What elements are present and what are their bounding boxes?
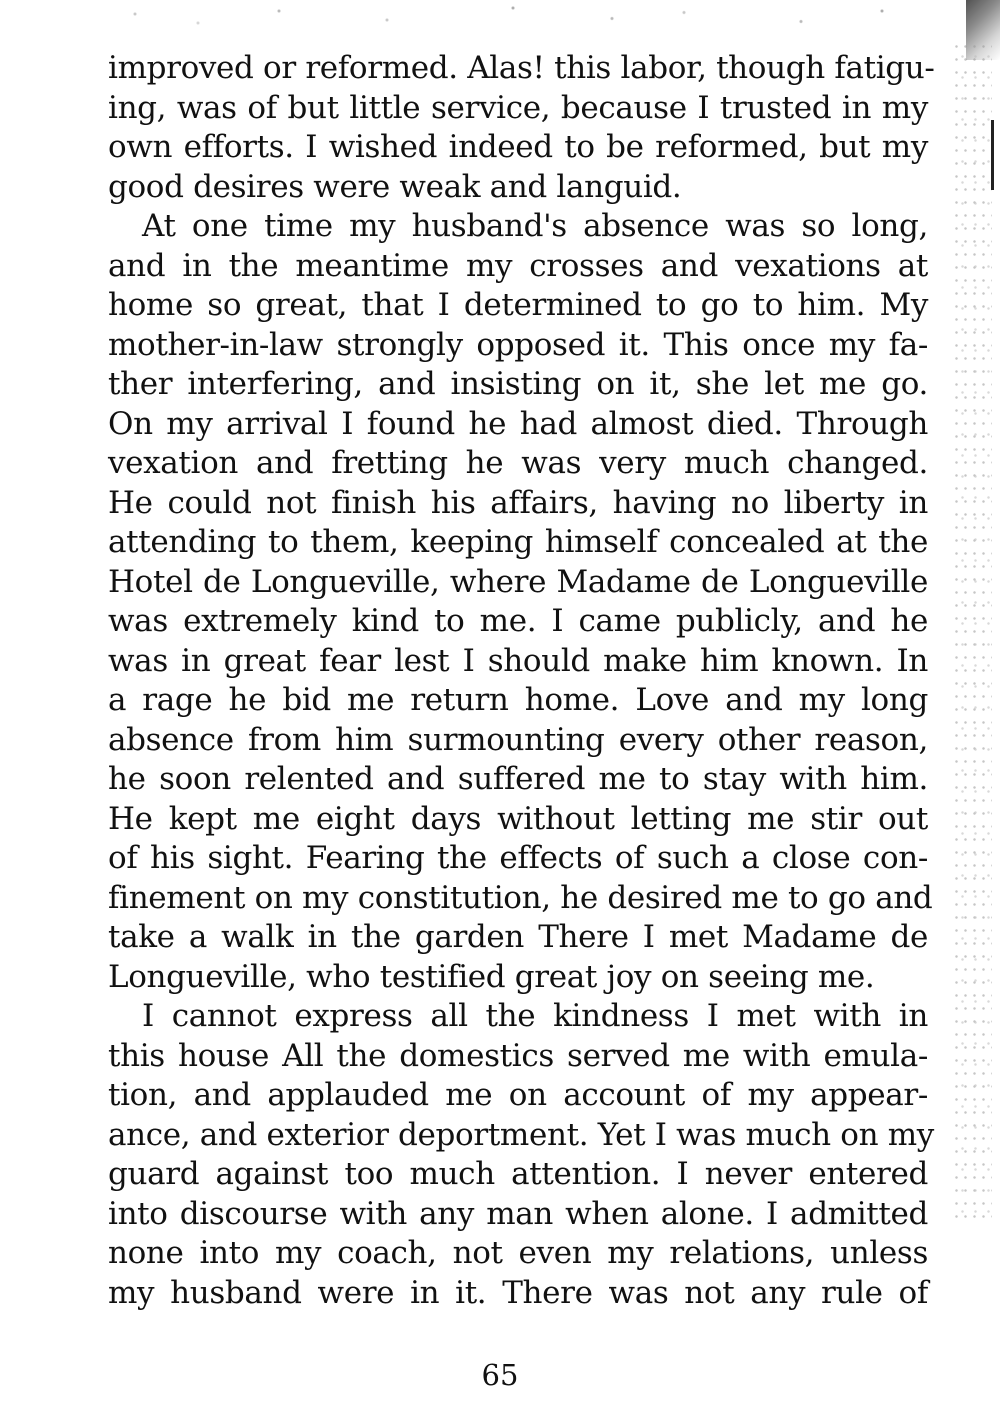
text-line: my husband were in it. There was not any rule of (108, 1274, 928, 1311)
text-line: ance, and exterior deportment. Yet I was much on my (108, 1116, 934, 1153)
text-line: this house All the domestics served me with emula- (108, 1037, 928, 1074)
text-line: was extremely kind to me. I came publicly, and he (108, 603, 928, 639)
text-line: improved or reformed. Alas! this labor, though fatigu- (108, 50, 935, 86)
text-line: At one time my husband's absence was so long, (142, 208, 928, 244)
text-line: I cannot express all the kindness I met with in (142, 998, 928, 1034)
scan-noise-right (952, 40, 992, 1220)
text-line: attending to them, keeping himself concealed at the (108, 524, 928, 560)
text-line: was in great fear lest I should make him known. In (108, 642, 928, 679)
text-line: ther interfering, and insisting on it, she let me go. (108, 366, 928, 402)
text-line: He kept me eight days without letting me stir out (108, 800, 928, 837)
text-line: good desires were weak and languid. (108, 168, 682, 205)
text-line: On my arrival I found he had almost died. Through (108, 405, 928, 442)
text-line: of his sight. Fearing the effects of such a close con- (108, 840, 928, 876)
text-line: finement on my constitution, he desired me to go and (108, 879, 933, 916)
text-line: own efforts. I wished indeed to be reformed, but my (108, 129, 928, 165)
text-line: vexation and fretting he was very much changed. (108, 445, 928, 481)
text-line: a rage he bid me return home. Love and my long (108, 682, 928, 718)
text-line: into discourse with any man when alone. I admitted (108, 1195, 928, 1232)
text-line: he soon relented and suffered me to stay with him. (108, 761, 928, 797)
text-line: none into my coach, not even my relations, unless (108, 1235, 928, 1271)
page-number: 65 (481, 1358, 519, 1392)
text-line: Hotel de Longueville, where Madame de Longueville (108, 563, 928, 600)
text-line: absence from him surmounting every other reason, (108, 721, 928, 758)
text-line: Longueville, who testified great joy on seeing me. (108, 958, 875, 995)
text-line: He could not finish his affairs, having no liberty in (108, 484, 928, 521)
scan-noise-bar (991, 120, 994, 190)
text-line: guard against too much attention. I never entered (108, 1156, 928, 1192)
scan-noise-top (90, 2, 990, 32)
text-line: home so great, that I determined to go to him. My (108, 287, 928, 323)
text-line: ing, was of but little service, because I trusted in my (108, 89, 928, 126)
text-line: mother-in-law strongly opposed it. This once my fa- (108, 326, 928, 363)
text-line: take a walk in the garden There I met Madame de (108, 919, 928, 955)
text-line: and in the meantime my crosses and vexations at (108, 247, 928, 284)
text-line: tion, and applauded me on account of my appear- (108, 1077, 928, 1113)
body-text (108, 49, 935, 1313)
